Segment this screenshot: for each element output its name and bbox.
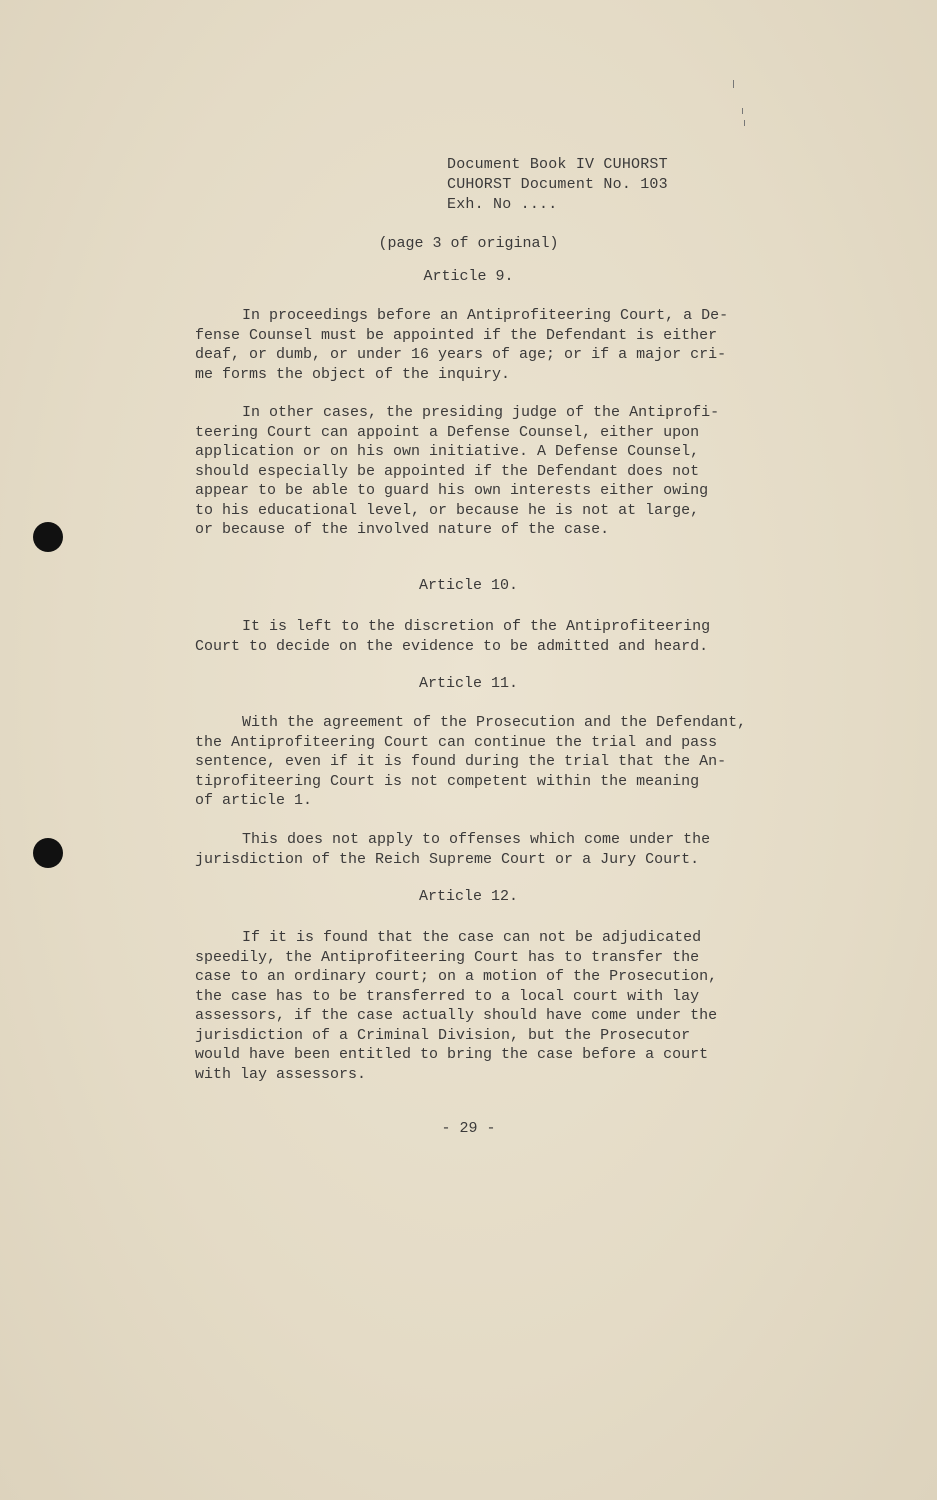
- text-line: the Antiprofiteering Court can continue the trial and pass: [195, 733, 718, 751]
- article-paragraph: [195, 713, 765, 811]
- article-paragraph: [195, 617, 765, 656]
- text-line: application or on his own initiative. A Defense Counsel,: [195, 443, 700, 460]
- text-line: case to an ordinary court; on a motion of the Prosecution,: [195, 968, 718, 985]
- text-line: jurisdiction of the Reich Supreme Court or a Jury Court.: [195, 850, 700, 868]
- text-line: deaf, or dumb, or under 16 years of age; or if a major cri-: [195, 346, 727, 363]
- article-paragraph: [195, 830, 765, 869]
- article-title: Article 12.: [418, 888, 519, 905]
- document-header: [447, 155, 668, 215]
- punch-hole: [33, 522, 63, 552]
- text-line: or because of the involved nature of the case.: [195, 521, 610, 538]
- text-line: of article 1.: [195, 792, 313, 809]
- text-line: to his educational level, or because he is not at large,: [195, 501, 700, 519]
- text-line: This does not apply to offenses which come under the: [242, 831, 711, 848]
- text-line: With the agreement of the Prosecution and the Defendant,: [242, 714, 747, 731]
- article-title: Article 9.: [423, 268, 514, 285]
- text-line: with lay assessors.: [195, 1065, 367, 1083]
- exhibit-number-line: Exh. No ....: [447, 196, 558, 213]
- text-line: appear to be able to guard his own interests either owing: [195, 482, 709, 499]
- text-line: teering Court can appoint a Defense Counsel, either upon: [195, 423, 700, 441]
- text-line: assessors, if the case actually should have come under the: [195, 1007, 718, 1024]
- text-line: fense Counsel must be appointed if the Defendant is either: [195, 326, 718, 344]
- article-title: Article 10.: [418, 577, 519, 594]
- punch-hole: [33, 838, 63, 868]
- text-line: the case has to be transferred to a local court with lay: [195, 987, 700, 1005]
- article-paragraph: [195, 928, 765, 1084]
- document-book-line: Document Book IV CUHORST: [447, 156, 668, 173]
- article-paragraph: [195, 306, 765, 384]
- text-line: If it is found that the case can not be adjudicated: [242, 929, 702, 946]
- text-line: In other cases, the presiding judge of the Antiprofi-: [242, 404, 720, 421]
- paper-mark: [733, 80, 734, 88]
- text-line: sentence, even if it is found during the trial that the An-: [195, 753, 727, 770]
- text-line: should especially be appointed if the Defendant does not: [195, 462, 700, 480]
- text-line: me forms the object of the inquiry.: [195, 365, 511, 383]
- text-line: Court to decide on the evidence to be admitted and heard.: [195, 637, 709, 655]
- text-line: In proceedings before an Antiprofiteering Court, a De-: [242, 307, 729, 324]
- paper-mark: [742, 108, 743, 114]
- text-line: tiprofiteering Court is not competent within the meaning: [195, 772, 700, 790]
- page-reference: (page 3 of original): [378, 235, 559, 252]
- article-paragraph: [195, 403, 765, 540]
- paper-mark: [744, 120, 745, 126]
- article-title: Article 11.: [418, 675, 519, 692]
- text-line: speedily, the Antiprofiteering Court has to transfer the: [195, 948, 700, 966]
- text-line: would have been entitled to bring the case before a court: [195, 1046, 709, 1063]
- page-number: - 29 -: [441, 1120, 496, 1137]
- text-line: It is left to the discretion of the Antiprofiteering: [242, 618, 711, 635]
- document-number-line: CUHORST Document No. 103: [447, 176, 668, 193]
- text-line: jurisdiction of a Criminal Division, but the Prosecutor: [195, 1026, 691, 1044]
